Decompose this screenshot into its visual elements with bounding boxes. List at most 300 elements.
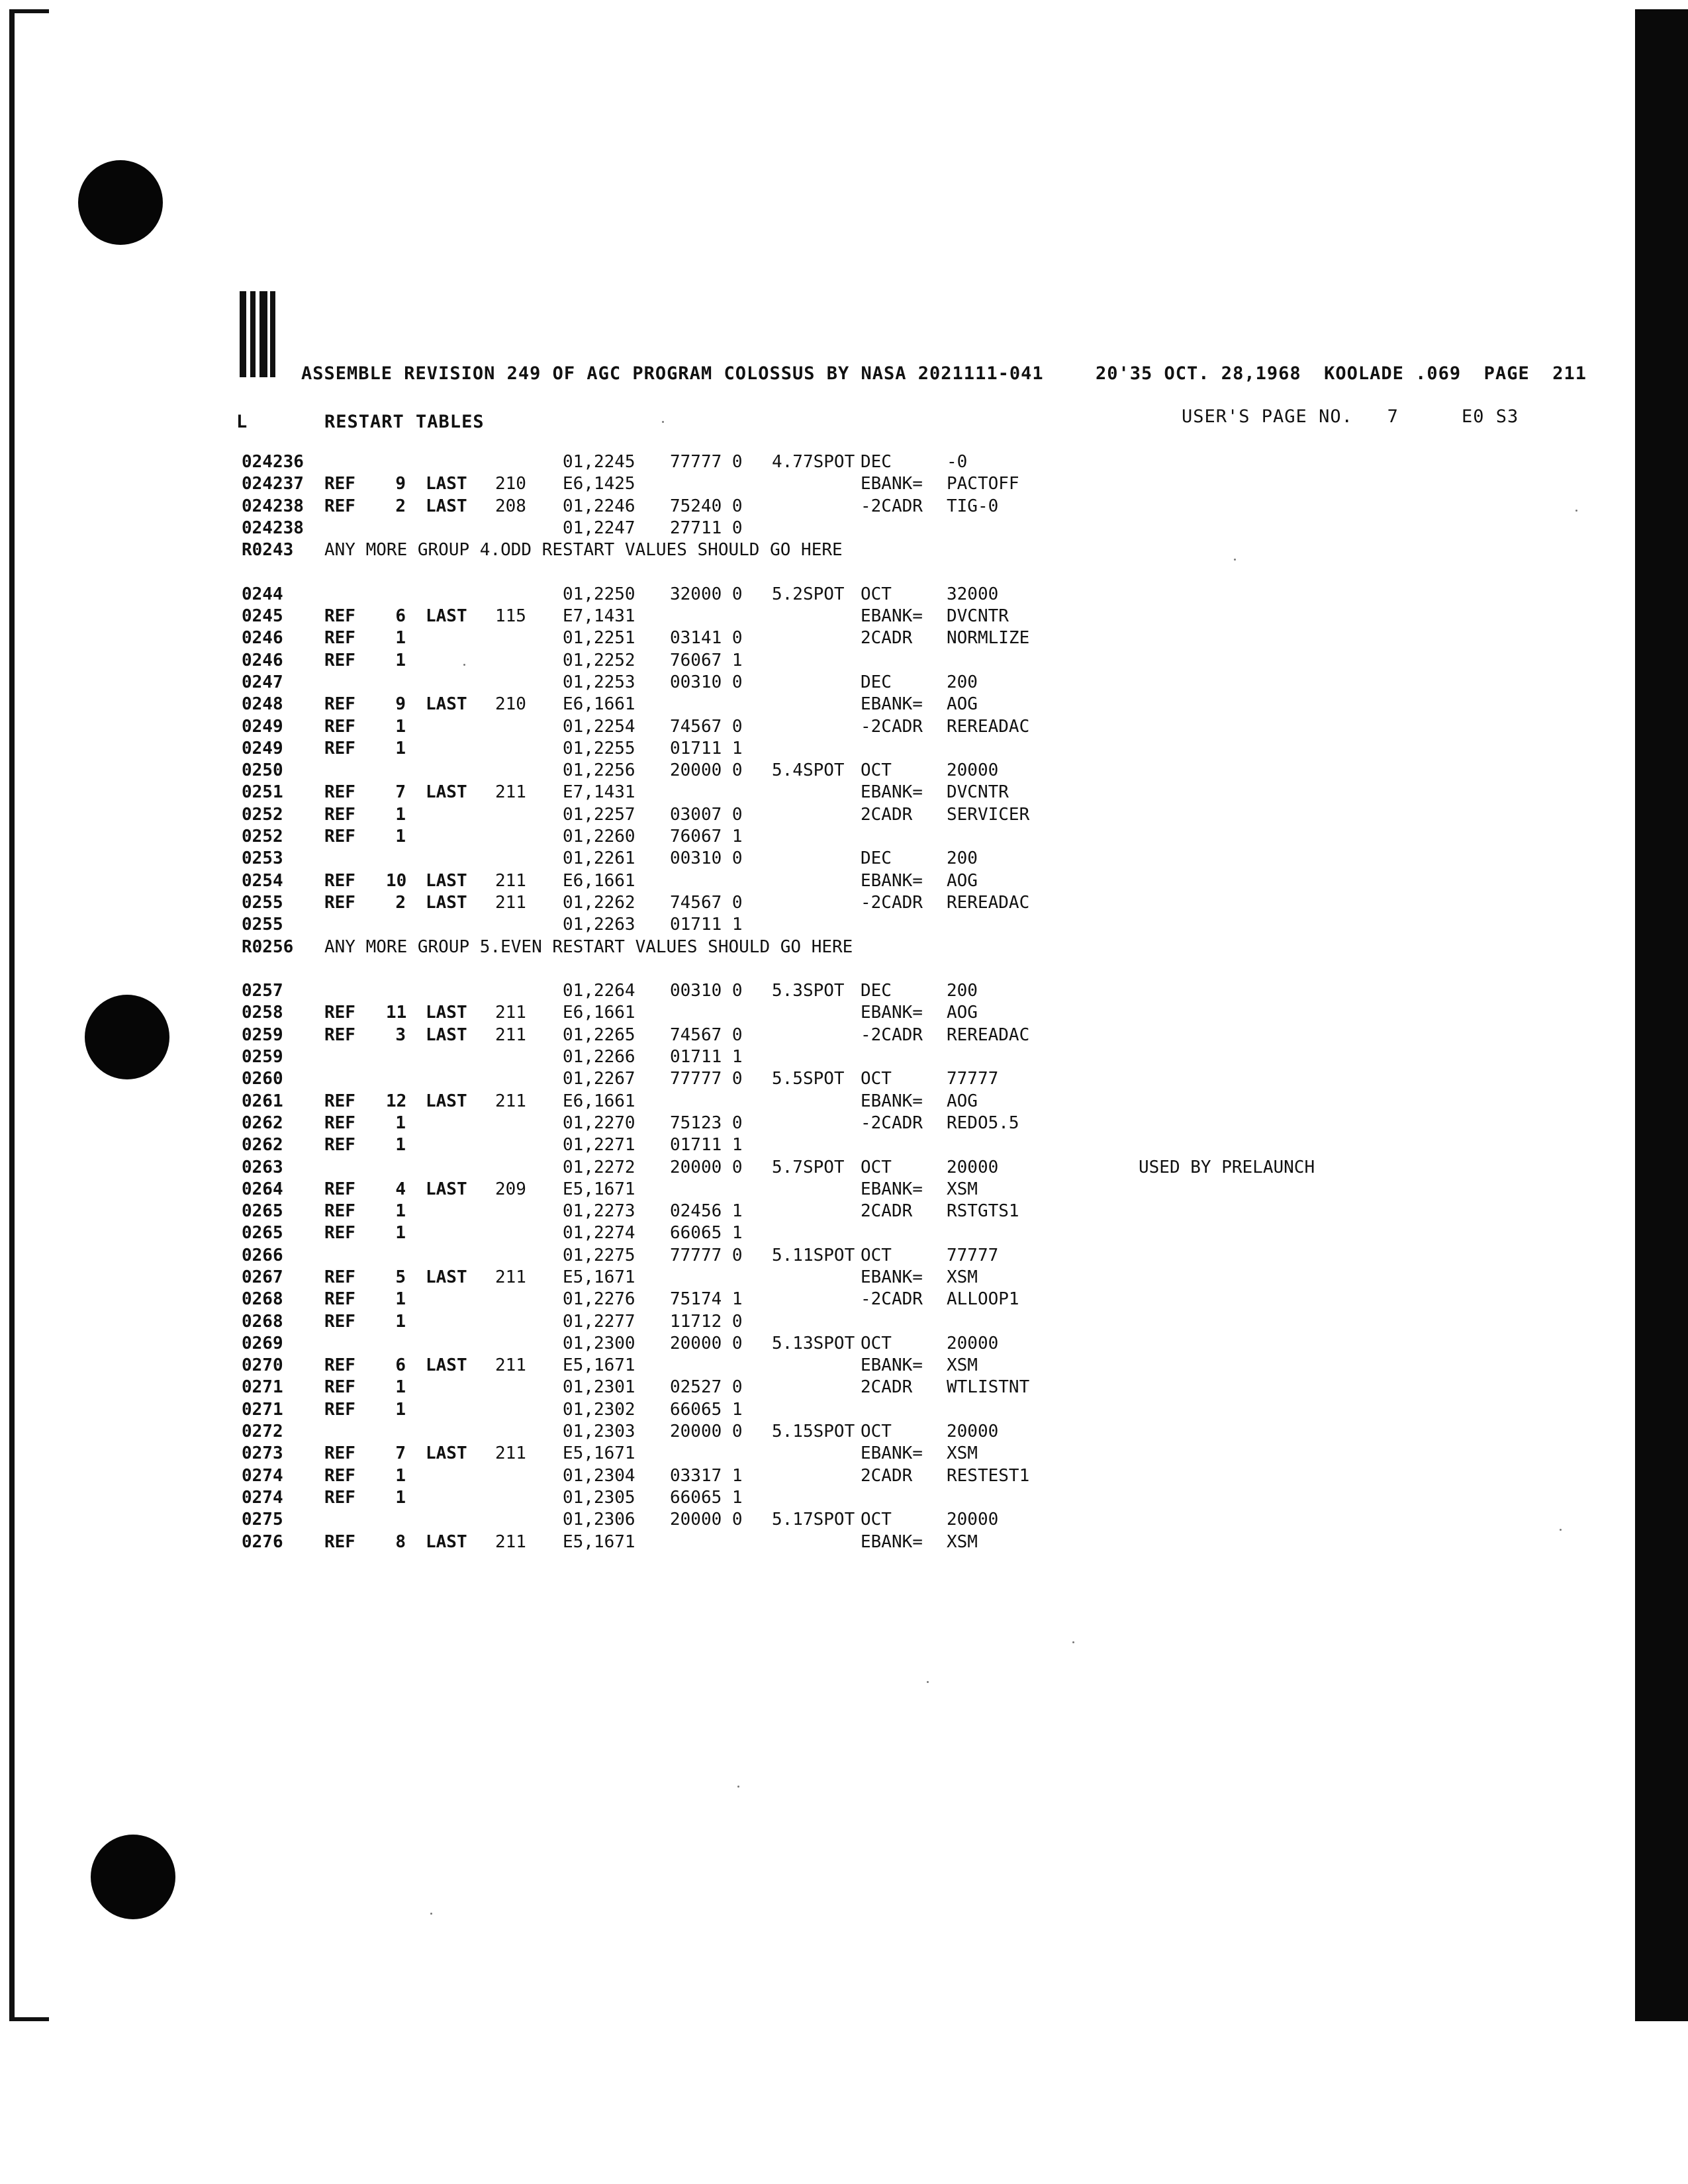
opcode: EBANK= xyxy=(861,1355,923,1376)
location-number: 0246 xyxy=(242,650,283,670)
location-number: 0252 xyxy=(242,827,283,847)
operand: AOG xyxy=(947,870,978,891)
bank-address: 01,2273 xyxy=(563,1201,635,1222)
location-number: 0276 xyxy=(242,1531,283,1552)
operand: XSM xyxy=(947,1531,978,1552)
operand: AOG xyxy=(947,1003,978,1023)
bank-address: E5,1671 xyxy=(563,1267,635,1287)
octal-value: 20000 0 xyxy=(670,1422,743,1442)
bank-address: 01,2266 xyxy=(563,1047,635,1068)
bank-address: E6,1661 xyxy=(563,1003,635,1023)
octal-value: 00310 0 xyxy=(670,848,743,869)
label: 4.77SPOT xyxy=(772,452,855,472)
opcode: 2CADR xyxy=(861,1465,913,1486)
location-number: 0274 xyxy=(242,1465,283,1486)
location-number: 0261 xyxy=(242,1091,283,1111)
bank-address: E5,1671 xyxy=(563,1179,635,1199)
ref-marker: REF xyxy=(324,1223,355,1244)
ref-marker: REF xyxy=(324,1113,355,1133)
operand: 20000 xyxy=(947,1157,999,1177)
ref-count: 1 xyxy=(395,1289,406,1310)
octal-value: 00310 0 xyxy=(670,981,743,1001)
ref-count: 1 xyxy=(395,628,406,649)
bank-address: E7,1431 xyxy=(563,606,635,627)
bank-address: 01,2272 xyxy=(563,1157,635,1177)
location-number: 0260 xyxy=(242,1069,283,1089)
operand: 20000 xyxy=(947,1422,999,1442)
bank-address: E5,1671 xyxy=(563,1531,635,1552)
opcode: -2CADR xyxy=(861,716,923,737)
bank-address: 01,2264 xyxy=(563,981,635,1001)
ref-marker: REF xyxy=(324,1201,355,1222)
operand: 20000 xyxy=(947,1333,999,1353)
bank-address: E6,1661 xyxy=(563,1091,635,1111)
last-line: 209 xyxy=(495,1179,526,1199)
opcode: EBANK= xyxy=(861,474,923,494)
opcode: DEC xyxy=(861,848,892,869)
operand: TIG-0 xyxy=(947,496,999,516)
ref-marker: REF xyxy=(324,1267,355,1287)
operand: 77777 xyxy=(947,1245,999,1265)
header-assembly-line: ASSEMBLE REVISION 249 OF AGC PROGRAM COLOSSUS BY NASA 2021111-041 xyxy=(301,363,1044,384)
scan-speck xyxy=(737,1786,739,1788)
location-number: 0262 xyxy=(242,1113,283,1133)
octal-value: 76067 1 xyxy=(670,650,743,670)
bank-address: 01,2254 xyxy=(563,716,635,737)
label: 5.4SPOT xyxy=(772,760,845,781)
punch-hole-middle xyxy=(85,995,169,1079)
label: 5.17SPOT xyxy=(772,1510,855,1530)
operand: DVCNTR xyxy=(947,782,1009,803)
location-number: 0262 xyxy=(242,1135,283,1156)
last-line: 211 xyxy=(495,1003,526,1023)
octal-value: 02456 1 xyxy=(670,1201,743,1222)
ref-marker: REF xyxy=(324,782,355,803)
section-title: RESTART TABLES xyxy=(324,412,485,432)
opcode: 2CADR xyxy=(861,1377,913,1398)
location-number: 0247 xyxy=(242,672,283,692)
location-number: 0264 xyxy=(242,1179,283,1199)
last-marker: LAST xyxy=(426,1355,467,1376)
opcode: EBANK= xyxy=(861,694,923,715)
location-number: 0270 xyxy=(242,1355,283,1376)
location-number: 024238 xyxy=(242,518,304,538)
label: 5.15SPOT xyxy=(772,1422,855,1442)
opcode: DEC xyxy=(861,452,892,472)
punch-hole-bottom xyxy=(91,1835,175,1919)
operand: 200 xyxy=(947,672,978,692)
location-number: 0268 xyxy=(242,1289,283,1310)
bank-address: 01,2247 xyxy=(563,518,635,538)
octal-value: 77777 0 xyxy=(670,452,743,472)
location-number: 0255 xyxy=(242,915,283,935)
last-line: 211 xyxy=(495,1091,526,1111)
operand: REREADAC xyxy=(947,716,1030,737)
location-number: 0273 xyxy=(242,1443,283,1464)
bank-address: 01,2302 xyxy=(563,1399,635,1420)
ref-count: 1 xyxy=(395,1223,406,1244)
bank-address: 01,2275 xyxy=(563,1245,635,1265)
bank-address: 01,2261 xyxy=(563,848,635,869)
bank-address: 01,2245 xyxy=(563,452,635,472)
octal-value: 01711 1 xyxy=(670,915,743,935)
barcode-marker xyxy=(240,291,277,377)
location-number: 0250 xyxy=(242,760,283,781)
last-marker: LAST xyxy=(426,1179,467,1199)
opcode: EBANK= xyxy=(861,1179,923,1199)
last-marker: LAST xyxy=(426,496,467,516)
octal-value: 75123 0 xyxy=(670,1113,743,1133)
last-line: 210 xyxy=(495,474,526,494)
ref-count: 9 xyxy=(395,474,406,494)
operand: PACTOFF xyxy=(947,474,1019,494)
bank-address: 01,2274 xyxy=(563,1223,635,1244)
opcode: 2CADR xyxy=(861,804,913,825)
scan-speck xyxy=(430,1913,432,1915)
ref-marker: REF xyxy=(324,1311,355,1332)
ref-marker: REF xyxy=(324,1531,355,1552)
bank-address: E6,1425 xyxy=(563,474,635,494)
ref-count: 1 xyxy=(395,738,406,758)
bank-address: 01,2265 xyxy=(563,1024,635,1045)
ref-count: 1 xyxy=(395,1311,406,1332)
operand: SERVICER xyxy=(947,804,1030,825)
location-number: 0251 xyxy=(242,782,283,803)
ref-count: 11 xyxy=(386,1003,407,1023)
bank-address: 01,2306 xyxy=(563,1510,635,1530)
location-number: 0271 xyxy=(242,1377,283,1398)
ref-count: 1 xyxy=(395,827,406,847)
ref-count: 1 xyxy=(395,1113,406,1133)
octal-value: 32000 0 xyxy=(670,584,743,604)
bank-address: 01,2263 xyxy=(563,915,635,935)
octal-value: 02527 0 xyxy=(670,1377,743,1398)
punch-hole-top xyxy=(78,160,163,245)
ref-marker: REF xyxy=(324,1377,355,1398)
last-line: 211 xyxy=(495,1443,526,1464)
opcode: EBANK= xyxy=(861,1003,923,1023)
ref-count: 5 xyxy=(395,1267,406,1287)
ref-count: 1 xyxy=(395,1377,406,1398)
header-date-page: 20'35 OCT. 28,1968 KOOLADE .069 PAGE 211 xyxy=(1096,363,1587,384)
opcode: -2CADR xyxy=(861,496,923,516)
ref-marker: REF xyxy=(324,870,355,891)
operand: REDO5.5 xyxy=(947,1113,1019,1133)
ref-count: 7 xyxy=(395,1443,406,1464)
location-number: 0271 xyxy=(242,1399,283,1420)
bank-address: 01,2246 xyxy=(563,496,635,516)
header-log-marker: L xyxy=(236,412,248,432)
location-number: 0257 xyxy=(242,981,283,1001)
ref-marker: REF xyxy=(324,1443,355,1464)
ref-count: 4 xyxy=(395,1179,406,1199)
scan-speck xyxy=(1234,559,1236,561)
opcode: OCT xyxy=(861,1510,892,1530)
scan-speck xyxy=(463,664,465,666)
ref-marker: REF xyxy=(324,738,355,758)
location-number: 0253 xyxy=(242,848,283,869)
location-number: 024236 xyxy=(242,452,304,472)
eo-indicator: E0 S3 xyxy=(1462,406,1519,427)
bank-address: 01,2277 xyxy=(563,1311,635,1332)
ref-count: 3 xyxy=(395,1024,406,1045)
ref-marker: REF xyxy=(324,1179,355,1199)
bank-address: 01,2255 xyxy=(563,738,635,758)
octal-value: 75240 0 xyxy=(670,496,743,516)
last-line: 211 xyxy=(495,1531,526,1552)
ref-marker: REF xyxy=(324,474,355,494)
ref-count: 1 xyxy=(395,1399,406,1420)
location-number: 024238 xyxy=(242,496,304,516)
opcode: DEC xyxy=(861,672,892,692)
location-number: 0249 xyxy=(242,738,283,758)
octal-value: 76067 1 xyxy=(670,827,743,847)
octal-value: 74567 0 xyxy=(670,892,743,913)
opcode: EBANK= xyxy=(861,606,923,627)
octal-value: 00310 0 xyxy=(670,672,743,692)
bank-address: 01,2250 xyxy=(563,584,635,604)
bank-address: 01,2276 xyxy=(563,1289,635,1310)
location-number: 0249 xyxy=(242,716,283,737)
bank-address: 01,2304 xyxy=(563,1465,635,1486)
ref-marker: REF xyxy=(324,1003,355,1023)
location-number: 0244 xyxy=(242,584,283,604)
bank-address: 01,2300 xyxy=(563,1333,635,1353)
ref-marker: REF xyxy=(324,1465,355,1486)
octal-value: 66065 1 xyxy=(670,1223,743,1244)
octal-value: 20000 0 xyxy=(670,1510,743,1530)
last-line: 211 xyxy=(495,1024,526,1045)
label: 5.3SPOT xyxy=(772,981,845,1001)
octal-value: 01711 1 xyxy=(670,738,743,758)
remark-text: ANY MORE GROUP 5.EVEN RESTART VALUES SHOULD GO HERE xyxy=(324,936,853,957)
opcode: EBANK= xyxy=(861,1091,923,1111)
operand: REREADAC xyxy=(947,892,1030,913)
opcode: OCT xyxy=(861,584,892,604)
ref-marker: REF xyxy=(324,650,355,670)
location-number: 0246 xyxy=(242,628,283,649)
bank-address: 01,2301 xyxy=(563,1377,635,1398)
opcode: EBANK= xyxy=(861,870,923,891)
octal-value: 66065 1 xyxy=(670,1399,743,1420)
remark-text: ANY MORE GROUP 4.ODD RESTART VALUES SHOULD GO HERE xyxy=(324,540,843,561)
label: 5.5SPOT xyxy=(772,1069,845,1089)
last-line: 208 xyxy=(495,496,526,516)
opcode: -2CADR xyxy=(861,1289,923,1310)
bank-address: E5,1671 xyxy=(563,1443,635,1464)
ref-marker: REF xyxy=(324,694,355,715)
operand: XSM xyxy=(947,1355,978,1376)
location-number: 0275 xyxy=(242,1510,283,1530)
octal-value: 03141 0 xyxy=(670,628,743,649)
operand: ALLOOP1 xyxy=(947,1289,1019,1310)
ref-count: 1 xyxy=(395,1201,406,1222)
bank-address: E7,1431 xyxy=(563,782,635,803)
bank-address: 01,2260 xyxy=(563,827,635,847)
opcode: EBANK= xyxy=(861,782,923,803)
operand: 20000 xyxy=(947,760,999,781)
last-line: 115 xyxy=(495,606,526,627)
ref-count: 1 xyxy=(395,1465,406,1486)
octal-value: 11712 0 xyxy=(670,1311,743,1332)
last-marker: LAST xyxy=(426,870,467,891)
operand: XSM xyxy=(947,1443,978,1464)
bank-address: 01,2305 xyxy=(563,1487,635,1508)
opcode: EBANK= xyxy=(861,1443,923,1464)
location-number: 0252 xyxy=(242,804,283,825)
last-marker: LAST xyxy=(426,694,467,715)
bank-address: 01,2251 xyxy=(563,628,635,649)
operand: AOG xyxy=(947,1091,978,1111)
last-line: 211 xyxy=(495,1355,526,1376)
operand: RSTGTS1 xyxy=(947,1201,1019,1222)
opcode: -2CADR xyxy=(861,892,923,913)
opcode: 2CADR xyxy=(861,628,913,649)
ref-marker: REF xyxy=(324,1355,355,1376)
users-page-number: USER'S PAGE NO. 7 xyxy=(1182,406,1399,427)
operand: AOG xyxy=(947,694,978,715)
location-number: 0265 xyxy=(242,1201,283,1222)
last-marker: LAST xyxy=(426,606,467,627)
scan-speck xyxy=(1072,1641,1074,1643)
opcode: EBANK= xyxy=(861,1531,923,1552)
operand: DVCNTR xyxy=(947,606,1009,627)
octal-value: 74567 0 xyxy=(670,1024,743,1045)
ref-count: 9 xyxy=(395,694,406,715)
last-marker: LAST xyxy=(426,782,467,803)
operand: 32000 xyxy=(947,584,999,604)
bank-address: 01,2262 xyxy=(563,892,635,913)
last-marker: LAST xyxy=(426,1443,467,1464)
octal-value: 66065 1 xyxy=(670,1487,743,1508)
octal-value: 77777 0 xyxy=(670,1245,743,1265)
last-line: 211 xyxy=(495,1267,526,1287)
location-number: 0266 xyxy=(242,1245,283,1265)
location-number: 0269 xyxy=(242,1333,283,1353)
last-line: 211 xyxy=(495,870,526,891)
octal-value: 74567 0 xyxy=(670,716,743,737)
octal-value: 27711 0 xyxy=(670,518,743,538)
octal-value: 20000 0 xyxy=(670,1157,743,1177)
opcode: 2CADR xyxy=(861,1201,913,1222)
bank-address: 01,2257 xyxy=(563,804,635,825)
ref-count: 1 xyxy=(395,1487,406,1508)
location-number: R0243 xyxy=(242,540,294,561)
ref-count: 2 xyxy=(395,496,406,516)
octal-value: 01711 1 xyxy=(670,1135,743,1156)
scan-speck xyxy=(1560,1529,1562,1531)
opcode: OCT xyxy=(861,1069,892,1089)
operand: 200 xyxy=(947,848,978,869)
last-marker: LAST xyxy=(426,1024,467,1045)
location-number: 0259 xyxy=(242,1047,283,1068)
ref-marker: REF xyxy=(324,1024,355,1045)
operand: RESTEST1 xyxy=(947,1465,1030,1486)
operand: XSM xyxy=(947,1179,978,1199)
scan-right-border xyxy=(1635,9,1688,2021)
opcode: -2CADR xyxy=(861,1113,923,1133)
octal-value: 20000 0 xyxy=(670,1333,743,1353)
location-number: 0263 xyxy=(242,1157,283,1177)
ref-count: 1 xyxy=(395,1135,406,1156)
location-number: 0245 xyxy=(242,606,283,627)
last-line: 211 xyxy=(495,782,526,803)
opcode: OCT xyxy=(861,1245,892,1265)
ref-marker: REF xyxy=(324,827,355,847)
operand: REREADAC xyxy=(947,1024,1030,1045)
opcode: OCT xyxy=(861,760,892,781)
ref-marker: REF xyxy=(324,628,355,649)
label: 5.13SPOT xyxy=(772,1333,855,1353)
opcode: -2CADR xyxy=(861,1024,923,1045)
opcode: OCT xyxy=(861,1422,892,1442)
location-number: 024237 xyxy=(242,474,304,494)
octal-value: 03317 1 xyxy=(670,1465,743,1486)
operand: 20000 xyxy=(947,1510,999,1530)
bank-address: E6,1661 xyxy=(563,694,635,715)
location-number: 0248 xyxy=(242,694,283,715)
ref-count: 1 xyxy=(395,716,406,737)
scan-speck xyxy=(1575,510,1577,512)
bank-address: E5,1671 xyxy=(563,1355,635,1376)
last-marker: LAST xyxy=(426,474,467,494)
last-marker: LAST xyxy=(426,892,467,913)
location-number: 0267 xyxy=(242,1267,283,1287)
bank-address: 01,2267 xyxy=(563,1069,635,1089)
location-number: 0254 xyxy=(242,870,283,891)
ref-marker: REF xyxy=(324,892,355,913)
opcode: DEC xyxy=(861,981,892,1001)
label: 5.7SPOT xyxy=(772,1157,845,1177)
ref-marker: REF xyxy=(324,1399,355,1420)
ref-marker: REF xyxy=(324,716,355,737)
location-number: R0256 xyxy=(242,936,294,957)
location-number: 0255 xyxy=(242,892,283,913)
location-number: 0259 xyxy=(242,1024,283,1045)
last-marker: LAST xyxy=(426,1531,467,1552)
ref-marker: REF xyxy=(324,496,355,516)
octal-value: 20000 0 xyxy=(670,760,743,781)
operand: 77777 xyxy=(947,1069,999,1089)
location-number: 0265 xyxy=(242,1223,283,1244)
last-line: 210 xyxy=(495,694,526,715)
last-marker: LAST xyxy=(426,1003,467,1023)
ref-marker: REF xyxy=(324,606,355,627)
opcode: OCT xyxy=(861,1333,892,1353)
octal-value: 77777 0 xyxy=(670,1069,743,1089)
label: 5.2SPOT xyxy=(772,584,845,604)
ref-count: 2 xyxy=(395,892,406,913)
ref-count: 8 xyxy=(395,1531,406,1552)
octal-value: 03007 0 xyxy=(670,804,743,825)
bank-address: 01,2303 xyxy=(563,1422,635,1442)
operand: 200 xyxy=(947,981,978,1001)
ref-count: 1 xyxy=(395,650,406,670)
opcode: EBANK= xyxy=(861,1267,923,1287)
location-number: 0258 xyxy=(242,1003,283,1023)
ref-marker: REF xyxy=(324,1135,355,1156)
scan-speck xyxy=(927,1681,929,1683)
operand: -0 xyxy=(947,452,968,472)
last-marker: LAST xyxy=(426,1267,467,1287)
last-line: 211 xyxy=(495,892,526,913)
ref-count: 12 xyxy=(386,1091,407,1111)
ref-marker: REF xyxy=(324,1487,355,1508)
operand: NORMLIZE xyxy=(947,628,1030,649)
opcode: OCT xyxy=(861,1157,892,1177)
ref-count: 7 xyxy=(395,782,406,803)
ref-marker: REF xyxy=(324,804,355,825)
